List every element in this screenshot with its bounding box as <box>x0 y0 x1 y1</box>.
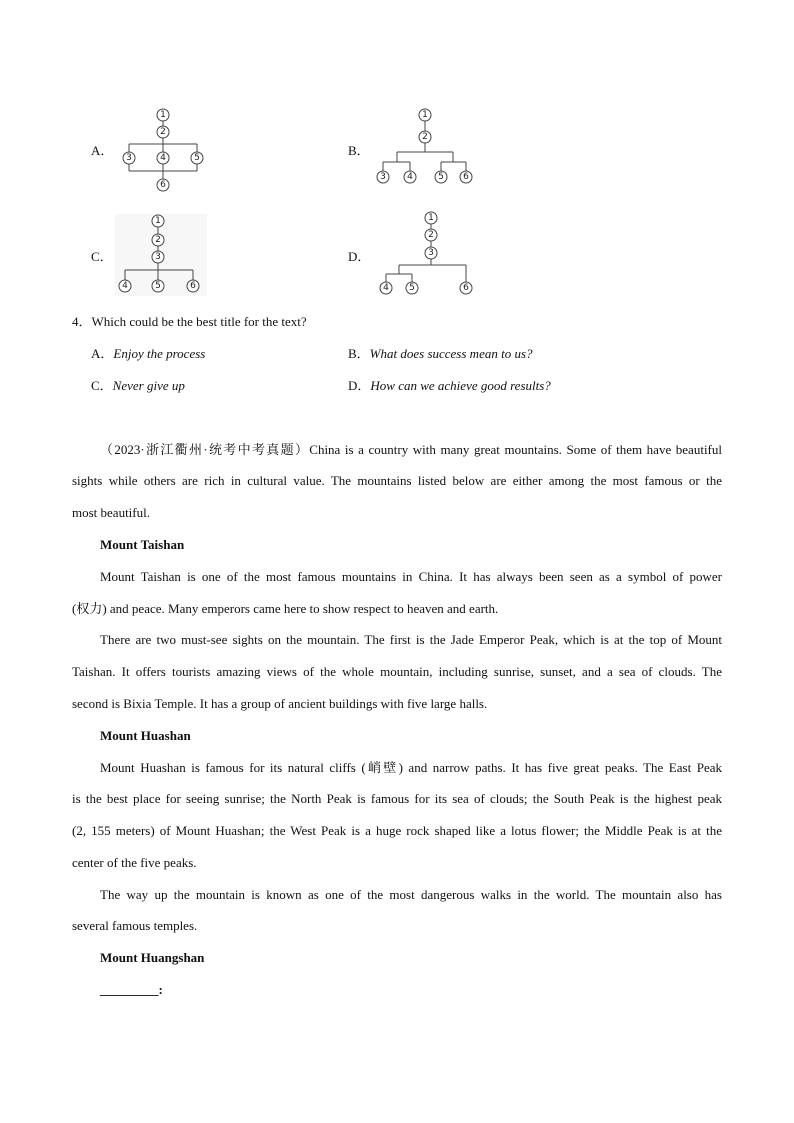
option-b-label: B． <box>348 143 370 158</box>
svg-text:5: 5 <box>438 172 444 182</box>
svg-text:1: 1 <box>422 110 428 120</box>
heading-huashan: Mount Huashan <box>100 728 191 743</box>
huashan-line: The way up the mountain is known as one of the most dangerous walks in the world. The mountain also has <box>100 887 722 902</box>
intro-line: （2023·浙江衢州·统考中考真题）China is a country with many great mountains. Some of them have beautiful <box>100 442 722 457</box>
intro-line: sights while others are rich in cultural value. The mountains listed below are either among the most famous or the <box>72 473 722 488</box>
svg-text:4: 4 <box>383 283 389 293</box>
taishan-line: There are two must-see sights on the mountain. The first is the Jade Emperor Peak, which is at the top of Mount <box>100 632 722 647</box>
diagram-b <box>377 109 472 183</box>
svg-text:4: 4 <box>407 172 413 182</box>
svg-text:4: 4 <box>160 153 166 163</box>
taishan-line: second is Bixia Temple. It has a group of ancient buildings with five large halls. <box>72 696 488 711</box>
huashan-line: center of the five peaks. <box>72 855 197 870</box>
svg-text:3: 3 <box>126 153 132 163</box>
svg-text:2: 2 <box>422 132 428 142</box>
svg-text:3: 3 <box>428 248 434 258</box>
structure-diagrams <box>0 0 794 310</box>
svg-text:3: 3 <box>380 172 386 182</box>
svg-text:2: 2 <box>155 235 161 245</box>
svg-text:2: 2 <box>160 127 166 137</box>
svg-text:6: 6 <box>463 283 469 293</box>
svg-text:1: 1 <box>155 216 161 226</box>
choice-d: D．How can we achieve good results? <box>348 378 551 393</box>
huashan-line: Mount Huashan is famous for its natural cliffs (峭壁) and narrow paths. It has five great peaks. The East Peak <box>100 760 722 775</box>
huashan-line: several famous temples. <box>72 918 198 933</box>
taishan-line: (权力) and peace. Many emperors came here to show respect to heaven and earth. <box>72 601 499 616</box>
diagram-d <box>380 212 472 294</box>
taishan-line: Taishan. It offers tourists amazing views of the whole mountain, including sunrise, sunset, and a sea of clouds. The <box>72 664 722 679</box>
choice-c: C．Never give up <box>91 378 185 393</box>
huashan-line: is the best place for seeing sunrise; the North Peak is famous for its sea of clouds; the South Peak is the highest peak <box>72 791 722 806</box>
svg-text:6: 6 <box>463 172 469 182</box>
taishan-line: Mount Taishan is one of the most famous mountains in China. It has always been seen as a symbol of power <box>100 569 722 584</box>
svg-text:6: 6 <box>190 281 196 291</box>
heading-huangshan: Mount Huangshan <box>100 950 205 965</box>
huashan-line: (2, 155 meters) of Mount Huashan; the West Peak is a huge rock shaped like a lotus flower; the Middle Peak is at the <box>72 823 722 838</box>
choice-b: B．What does success mean to us? <box>348 346 533 361</box>
svg-text:2: 2 <box>428 230 434 240</box>
svg-text:6: 6 <box>160 180 166 190</box>
option-c-label: C． <box>91 249 113 264</box>
diagram-c <box>115 214 207 296</box>
heading-taishan: Mount Taishan <box>100 537 185 552</box>
question-4: 4．Which could be the best title for the text? <box>72 314 307 329</box>
choice-a: A．Enjoy the process <box>91 346 206 361</box>
svg-text:4: 4 <box>122 281 128 291</box>
option-a-label: A． <box>91 143 114 158</box>
svg-text:1: 1 <box>160 110 166 120</box>
option-d-label: D． <box>348 249 371 264</box>
diagram-a <box>123 109 203 191</box>
svg-text:3: 3 <box>155 252 161 262</box>
intro-line: most beautiful. <box>72 505 150 520</box>
svg-text:5: 5 <box>409 283 415 293</box>
svg-text:1: 1 <box>428 213 434 223</box>
svg-text:5: 5 <box>155 281 161 291</box>
answer-blank: _________: <box>100 982 163 997</box>
svg-text:5: 5 <box>194 153 200 163</box>
